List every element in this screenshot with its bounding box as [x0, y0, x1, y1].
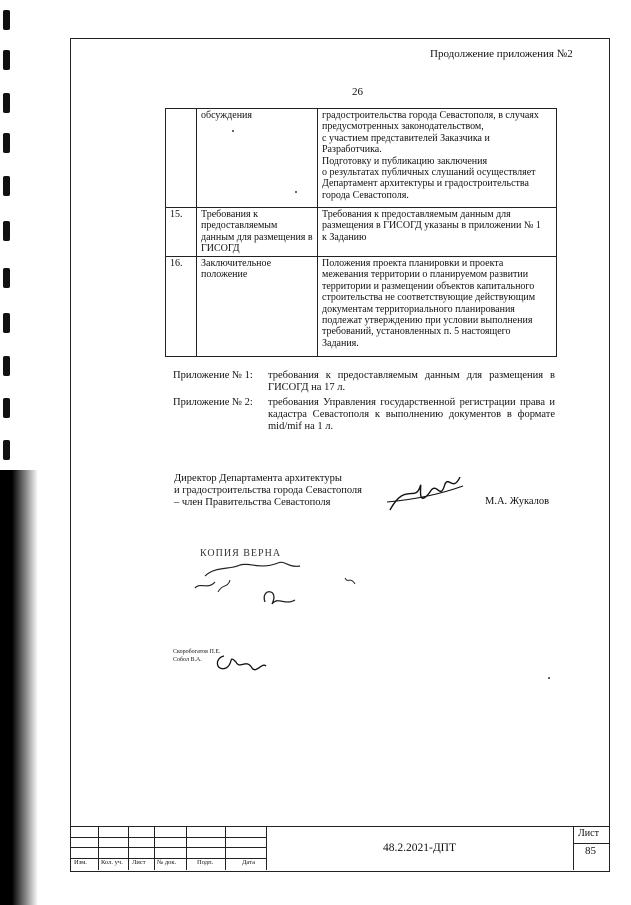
appendix-label: Приложение № 1:: [173, 370, 253, 381]
table-row: [166, 257, 557, 357]
sheet-number: 85: [585, 845, 596, 857]
signature-block: [174, 473, 362, 509]
row-description: Требования к предоставляемым данным для размещения в ГИСОГД указаны в приложении № 1 к Заданию: [318, 208, 557, 257]
speck: [295, 191, 297, 193]
column-label: № док.: [157, 859, 177, 866]
table-row: [166, 208, 557, 257]
certification-stamp: [160, 518, 380, 618]
row-number: 16.: [166, 257, 197, 357]
page-number: 26: [352, 86, 363, 98]
director-signature: [385, 472, 465, 522]
appendix-1: [173, 370, 555, 393]
signer-title-line: Директор Департамента архитектуры: [174, 473, 342, 484]
performer-name: Скоробогатов П.Е.: [173, 649, 221, 655]
row-name: Заключительное положение: [197, 257, 318, 357]
signer-name: М.А. Жукалов: [485, 496, 550, 507]
binder-edge: [0, 0, 22, 905]
sheet-label: Лист: [578, 828, 599, 839]
speck: [232, 130, 234, 132]
row-description: Положения проекта планировки и проекта межевания территории о планируемом развитии территории и размещении объектов капитального строительства не соответствующие действующим документам территориального планирования подлежат утверждению при условии выполнения требований, установленных п. 5 настоящего Задания.: [318, 257, 557, 357]
performer-signature: [210, 648, 270, 678]
document-code: 48.2.2021-ДПТ: [383, 842, 457, 854]
row-name: обсуждения: [197, 109, 318, 208]
row-description: градостроительства города Севастополя, в случаях предусмотренных законодательством, с участием представителей Заказчика и Разработчика. Подготовку и публикацию заключения о результатах публичных слушаний осуществляет Департамент архитектуры и градостроительства города Севастополя.: [318, 109, 557, 208]
row-number: 15.: [166, 208, 197, 257]
row-name: Требования к предоставляемым данным для размещения в ГИСОГД: [197, 208, 318, 257]
requirements-table: [165, 108, 557, 357]
continuation-header: Продолжение приложения №2: [430, 48, 573, 60]
copy-true-mark: КОПИЯ ВЕРНА: [200, 548, 282, 559]
appendix-label: Приложение № 2:: [173, 397, 253, 408]
title-block: [70, 826, 609, 870]
appendix-text: требования к предоставляемым данным для размещения в ГИСОГД на 17 л.: [268, 370, 555, 393]
speck: [548, 677, 550, 679]
performer-name: Собол В.А.: [173, 657, 202, 663]
signer-title-line: и градостроительства города Севастополя: [174, 485, 362, 496]
row-number: [166, 109, 197, 208]
signer-title-line: – член Правительства Севастополя: [174, 497, 331, 508]
table-row: [166, 109, 557, 208]
column-label: Подп.: [197, 859, 214, 866]
column-label: Лист: [132, 859, 146, 866]
column-label: Дата: [242, 859, 255, 866]
appendix-text: требования Управления государственной регистрации права и кадастра Севастополя к выполнению документов в формате mid/mif на 1 л.: [268, 397, 555, 432]
column-label: Изм.: [74, 859, 87, 866]
appendix-2: [173, 397, 555, 432]
column-label: Кол. уч.: [101, 859, 123, 866]
